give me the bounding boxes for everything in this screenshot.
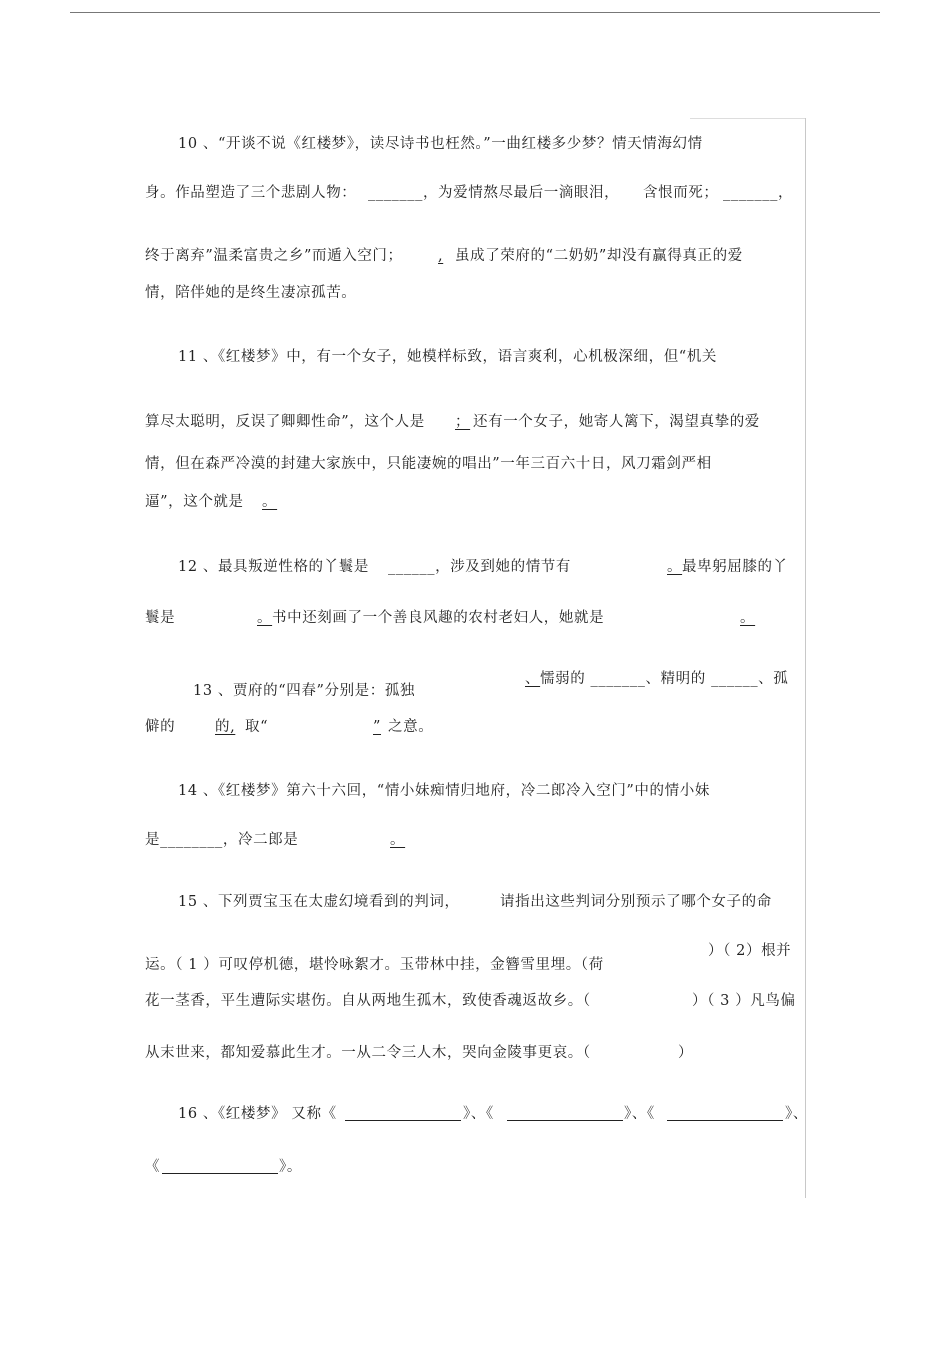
top-rule [70, 12, 880, 13]
q10-line-1: 10 、“开谈不说《红楼梦》，读尽诗书也枉然。”一曲红楼多少梦？情天情海幻情 [178, 136, 703, 152]
corner-rule [690, 118, 806, 119]
q15-line-4a: 从末世来，都知爱慕此生才。一从二令三人木，哭向金陵事更哀。（ [145, 1045, 591, 1061]
q11-line-3: 情，但在森严冷漠的封建大家族中，只能凄婉的唱出”一年三百六十日，风刀霜剑严相 [145, 456, 712, 472]
q12-line-1d: 最卑躬屈膝的丫 [682, 559, 788, 575]
q10-line-3a: 终于离弃”温柔富贵之乡”而遁入空门； [145, 248, 403, 264]
q16-line-1b: 》、《 [463, 1106, 494, 1122]
q13-line-2e: 之意。 [388, 719, 434, 735]
q16-line-2a: 《 [145, 1159, 161, 1175]
q10-line-2c: 含恨而死； [643, 185, 719, 201]
q13-line-2d: ” [373, 719, 382, 735]
q12-line-1a: 12 、最具叛逆性格的丫鬟是 [178, 559, 369, 575]
q11-line-1: 11 、《红楼梦》中，有一个女子，她模样标致，语言爽利，心机极深细，但“机关 [178, 349, 718, 365]
q14-line-2a: 是________，冷二郎是 [145, 832, 299, 848]
q15-line-3a: 花一茎香，平生遭际实堪伤。自从两地生孤木，致使香魂返故乡。（ [145, 993, 591, 1009]
q13-line-1b: 、 [525, 671, 541, 687]
q12-line-2b: 。 [257, 610, 273, 626]
q12-line-2c: 书中还刻画了一个善良风趣的农村老妇人，她就是 [272, 610, 605, 626]
q16-line-1a: 16 、《红楼梦》 又称《 [178, 1106, 337, 1122]
q12-line-2a: 鬟是 [145, 610, 176, 626]
right-margin-rule [805, 118, 806, 1198]
q11-line-2a: 算尽太聪明，反误了卿卿性命”，这个人是 [145, 414, 425, 430]
q14-line-1: 14 、《红楼梦》第六十六回，“情小妹痴情归地府，冷二郎冷入空门”中的情小妹 [178, 783, 710, 799]
q15-line-2: 运。（ 1 ）可叹停机德，堪怜咏絮才。玉带林中挂，金簪雪里埋。（荷 [145, 957, 604, 973]
q16-line-1d: 》、 [785, 1106, 808, 1122]
q10-line-4: 情，陪伴她的是终生凄凉孤苦。 [145, 285, 357, 301]
q12-line-1c: 。 [667, 559, 683, 575]
q16-blank-2 [507, 1106, 623, 1121]
q11-line-4b: 。 [262, 494, 278, 510]
q13-line-2b: 的, [215, 719, 236, 735]
q13-line-1a: 13 、贾府的“四春”分别是：孤独 [193, 683, 416, 699]
q10-line-3b: , [438, 248, 444, 264]
q13-line-1c: 懦弱的 _______、精明的 ______、孤 [540, 671, 789, 687]
q13-line-2a: 僻的 [145, 719, 176, 735]
q15-line-1a: 15 、下列贾宝玉在太虚幻境看到的判词， [178, 894, 460, 910]
q15-line-1b: 请指出这些判词分别预示了哪个女子的命 [500, 894, 772, 910]
q10-line-3c: 虽成了荣府的“二奶奶”却没有赢得真正的爱 [455, 248, 743, 264]
q13-line-2c: 取“ [245, 719, 269, 735]
q10-line-2b: _______，为爱情熬尽最后一滴眼泪， [368, 185, 620, 201]
q16-blank-3 [667, 1106, 783, 1121]
q15-line-2r: ）（ 2）根并 [708, 943, 792, 959]
q12-line-2d: 。 [740, 610, 756, 626]
q11-line-2b: ； [455, 414, 471, 430]
q11-line-2c: 还有一个女子，她寄人篱下，渴望真挚的爱 [473, 414, 760, 430]
q15-line-4b: ） [678, 1045, 694, 1061]
q11-line-4a: 逼”，这个就是 [145, 494, 244, 510]
q10-line-2d: _______， [723, 185, 794, 201]
q16-blank-4 [162, 1159, 278, 1174]
q16-line-2b: 》。 [279, 1159, 302, 1175]
q12-line-1b: ______，涉及到她的情节有 [388, 559, 571, 575]
q16-line-1c: 》、《 [624, 1106, 655, 1122]
q14-line-2b: 。 [390, 832, 406, 848]
q10-line-2a: 身。作品塑造了三个悲剧人物： [145, 185, 357, 201]
q15-line-3b: ）（ 3 ）凡鸟偏 [692, 993, 796, 1009]
q16-blank-1 [345, 1106, 461, 1121]
